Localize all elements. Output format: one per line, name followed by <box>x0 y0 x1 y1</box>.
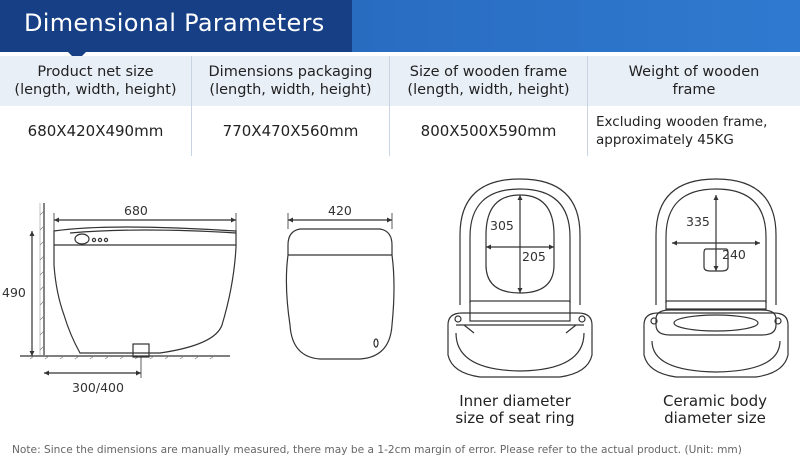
ceramic-body-caption: Ceramic body diameter size <box>663 392 767 427</box>
value-wooden-frame-weight <box>588 106 800 156</box>
header-wooden-frame-size <box>390 56 588 106</box>
value-wooden-frame-size-text: 800X500X590mm <box>420 122 557 140</box>
seat-ring-drawing <box>448 179 592 377</box>
front-view-drawing <box>286 213 394 359</box>
table-value-row <box>0 106 800 156</box>
header-wooden-frame-weight-label: Weight of wooden frame <box>628 64 760 98</box>
side-length-label: 680 <box>124 203 148 218</box>
value-net-size <box>0 106 192 156</box>
spec-table <box>0 56 800 156</box>
header-title-tab <box>0 0 352 52</box>
side-view-drawing <box>20 203 236 378</box>
side-rough-in-label: 300/400 <box>72 380 124 395</box>
header-wooden-frame-size-label: Size of wooden frame (length, width, height) <box>407 64 570 98</box>
page-title: Dimensional Parameters <box>24 9 325 37</box>
table-header-row <box>0 56 800 106</box>
value-wooden-frame-size <box>390 106 588 156</box>
header-wooden-frame-weight <box>588 56 800 106</box>
measurement-note: Note: Since the dimensions are manually measured, there may be a 1-2cm margin of error. Please refer to the actual product. (Unit: mm) <box>12 444 742 456</box>
seat-ring-caption: Inner diameter size of seat ring <box>455 392 575 427</box>
ceramic-body-drawing <box>644 179 788 377</box>
header-packaging <box>192 56 390 106</box>
header-packaging-label: Dimensions packaging (length, width, height) <box>208 64 373 98</box>
header-net-size <box>0 56 192 106</box>
front-width-label: 420 <box>328 203 352 218</box>
seat-ring-length-label: 305 <box>490 218 514 233</box>
ceramic-length-label: 335 <box>686 214 710 229</box>
ceramic-width-label: 240 <box>722 247 746 262</box>
value-wooden-frame-weight-text: Excluding wooden frame, approximately 45KG <box>596 114 768 148</box>
side-height-label: 490 <box>2 285 26 300</box>
seat-ring-width-label: 205 <box>522 249 546 264</box>
header-net-size-label: Product net size (length, width, height) <box>14 64 177 98</box>
value-net-size-text: 680X420X490mm <box>27 122 164 140</box>
value-packaging <box>192 106 390 156</box>
value-packaging-text: 770X470X560mm <box>222 122 359 140</box>
